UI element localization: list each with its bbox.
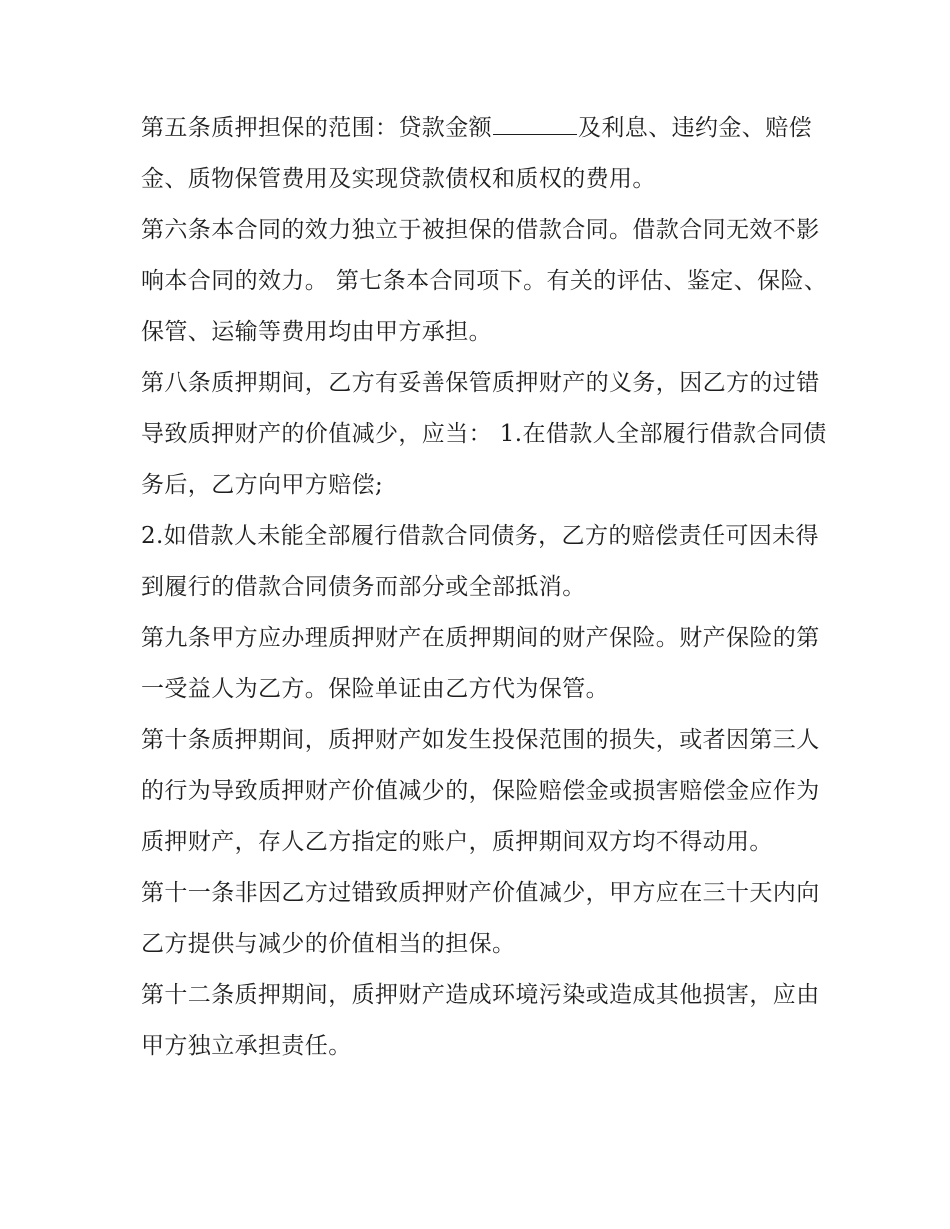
article-8-item-2-paragraph: 2.如借款人未能全部履行借款合同债务，乙方的赔偿责任可因未得到履行的借款合同债务而部分或全部抵消。 [141,523,819,600]
article-6-7-paragraph: 第六条本合同的效力独立于被担保的借款合同。借款合同无效不影响本合同的效力。 第七条本合同项下。有关的评估、鉴定、保险、保管、运输等费用均由甲方承担。 [141,217,828,345]
article-10-paragraph: 第十条质押期间，质押财产如发生投保范围的损失，或者因第三人的行为导致质押财产价值减少的，保险赔偿金或损害赔偿金应作为质押财产，存人乙方指定的账户，质押期间双方均不得动用。 [141,727,820,855]
article-5-text-before-blank: 第五条质押担保的范围：贷款金额 [141,115,492,141]
article-5-paragraph [141,103,831,205]
article-11-paragraph: 第十一条非因乙方过错致质押财产价值减少，甲方应在三十天内向乙方提供与减少的价值相当的担保。 [141,880,820,957]
article-9-paragraph: 第九条甲方应办理质押财产在质押期间的财产保险。财产保险的第一受益人为乙方。保险单证由乙方代为保管。 [141,625,820,702]
article-12-paragraph: 第十二条质押期间，质押财产造成环境污染或造成其他损害，应由甲方独立承担责任。 [141,982,820,1059]
document-body [141,103,831,1072]
article-5-text-after-blank: 及利息、违约金、赔偿金、质物保管费用及实现贷款债权和质权的费用。 [141,115,812,192]
article-8-paragraph: 第八条质押期间，乙方有妥善保管质押财产的义务，因乙方的过错导致质押财产的价值减少，应当： 1.在借款人全部履行借款合同债务后，乙方向甲方赔偿; [141,370,827,498]
loan-amount-blank [493,108,577,135]
